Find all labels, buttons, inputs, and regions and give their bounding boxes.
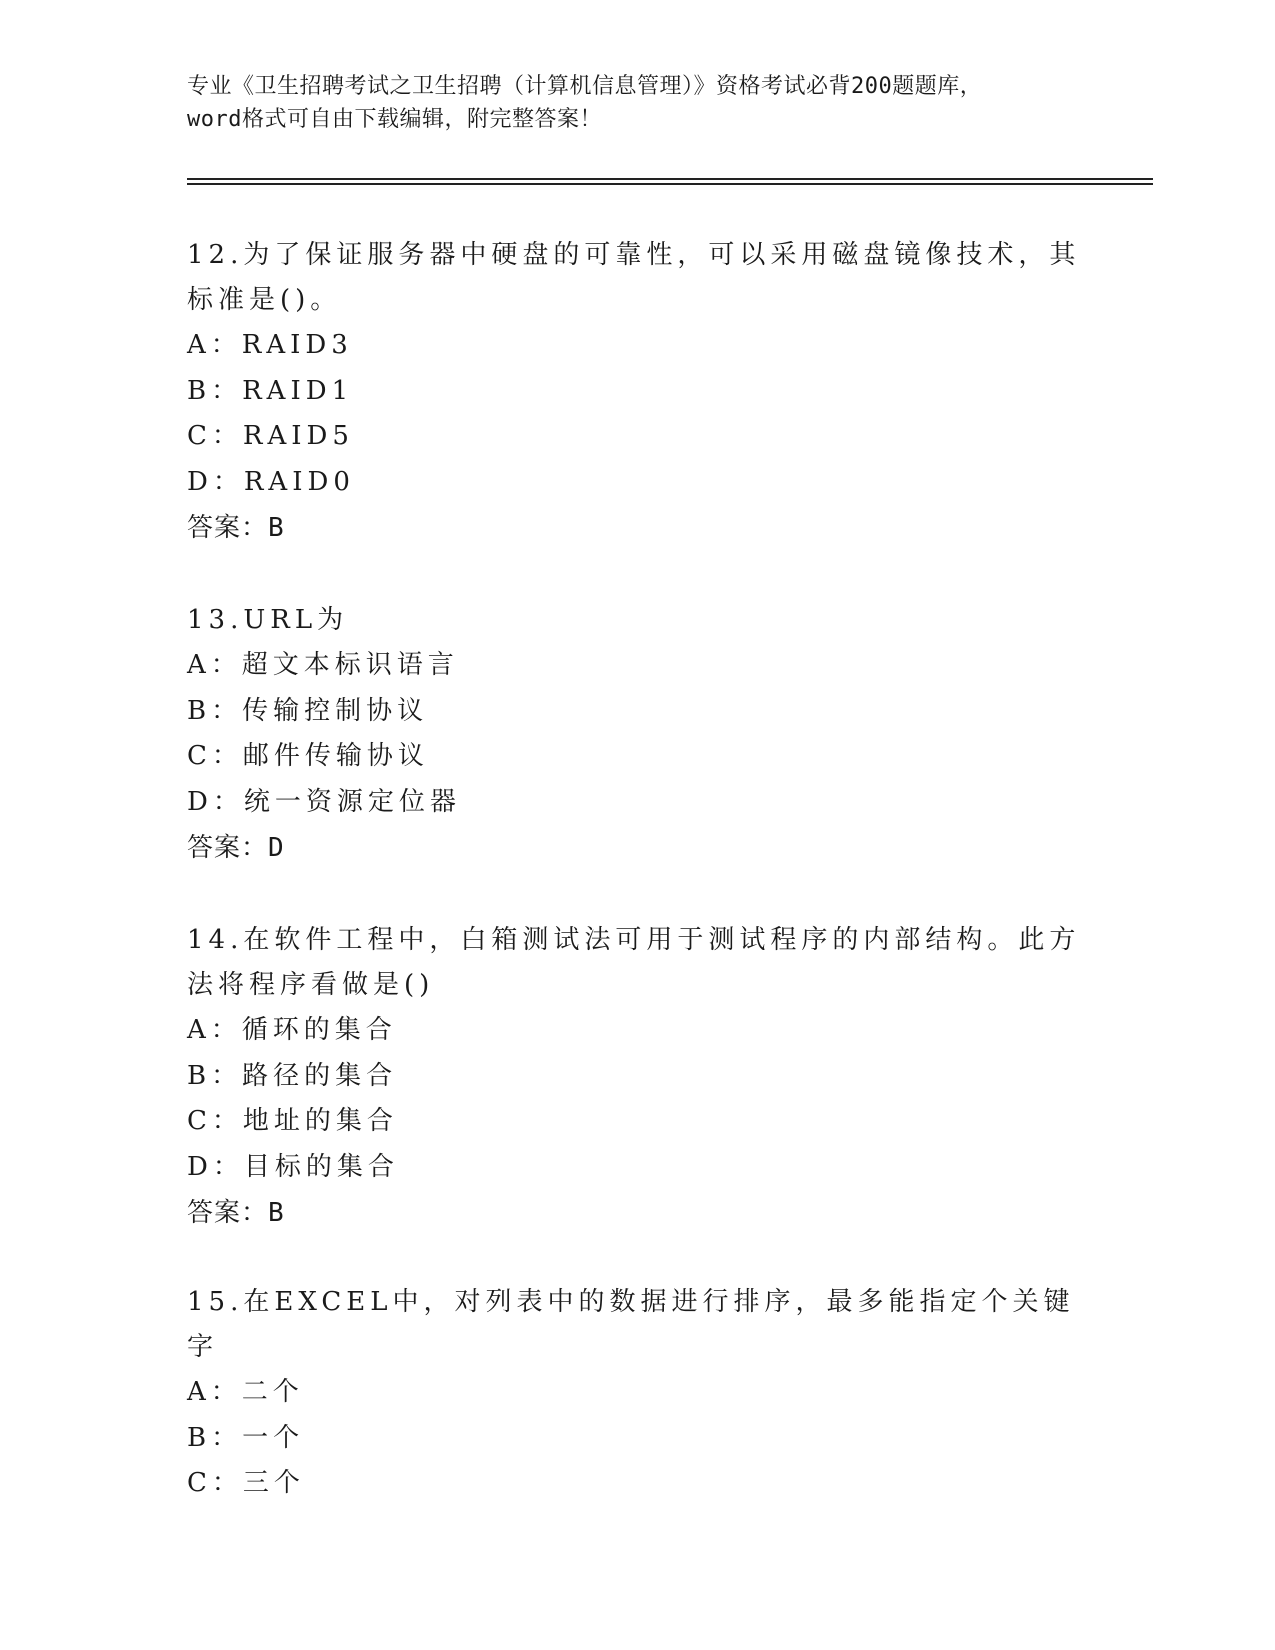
- header-line-2: word格式可自由下载编辑，附完整答案！: [187, 107, 602, 132]
- option-c: C：地址的集合: [187, 1106, 398, 1136]
- question-stem: 14.在软件工程中，白箱测试法可用于测试程序的内部结构。此方法将程序看做是(): [187, 925, 1081, 1000]
- header-line-1: 专业《卫生招聘考试之卫生招聘（计算机信息管理）》资格考试必背200题题库，: [187, 74, 983, 99]
- document-header: [187, 70, 1087, 136]
- option-b: B：RAID1: [187, 375, 354, 406]
- question-12: [187, 233, 1087, 551]
- option-c: C：邮件传输协议: [187, 741, 429, 771]
- option-b: B：一个: [187, 1422, 305, 1453]
- answer: 答案：B: [187, 513, 285, 543]
- question-stem: 15.在EXCEL中，对列表中的数据进行排序，最多能指定个关键字: [187, 1287, 1075, 1362]
- question-14: [187, 918, 1087, 1236]
- question-15: [187, 1280, 1087, 1507]
- question-13: [187, 598, 1087, 871]
- option-a: A：超文本标识语言: [187, 650, 459, 680]
- answer: 答案：B: [187, 1198, 285, 1228]
- option-d: D：目标的集合: [187, 1151, 399, 1182]
- option-a: A：循环的集合: [187, 1015, 397, 1045]
- option-d: D：RAID0: [187, 466, 355, 497]
- header-divider-bottom: [187, 183, 1153, 185]
- option-c: C：三个: [187, 1468, 305, 1498]
- option-b: B：传输控制协议: [187, 695, 429, 726]
- question-stem: 12.为了保证服务器中硬盘的可靠性，可以采用磁盘镜像技术，其标准是()。: [187, 240, 1081, 315]
- option-a: A：二个: [187, 1377, 304, 1407]
- option-a: A：RAID3: [187, 330, 353, 360]
- question-stem: 13.URL为: [187, 605, 349, 635]
- answer: 答案：D: [187, 833, 285, 863]
- option-c: C：RAID5: [187, 421, 354, 451]
- option-b: B：路径的集合: [187, 1060, 398, 1091]
- option-d: D：统一资源定位器: [187, 786, 461, 817]
- header-divider-top: [187, 178, 1153, 180]
